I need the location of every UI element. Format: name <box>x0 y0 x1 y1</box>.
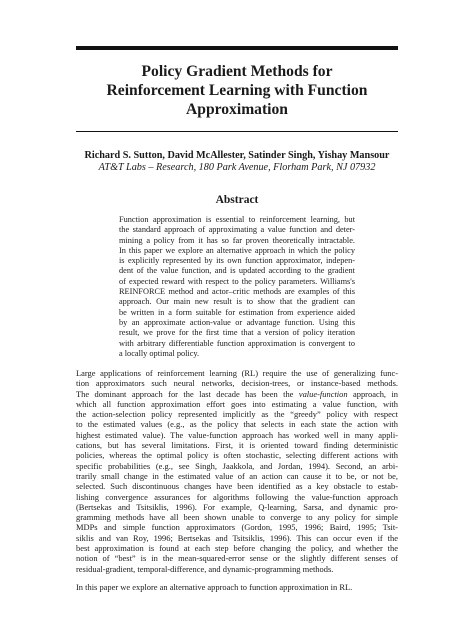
abstract-heading: Abstract <box>215 194 259 206</box>
body-line: In this paper we explore an alternative approach to function approximation in RL. <box>76 581 353 592</box>
abstract-line: mining a policy from it has so far proven theoretically intractable. <box>119 235 355 245</box>
body-line: highest estimated value). The value-function approach has worked well in many appli- <box>76 429 398 440</box>
body-line: Large applications of reinforcement learning (RL) require the use of generalizing func- <box>76 368 398 378</box>
author-names: Richard S. Sutton, David McAllester, Satinder Singh, Yishay Mansour <box>84 150 390 161</box>
abstract-line: be written in a form suitable for estimation from experience aided <box>119 307 355 317</box>
body-line: which all function approximation effort goes into estimating a value function, with <box>76 398 398 409</box>
abstract-line: approach. Our main new result is to show that the gradient can <box>119 297 355 307</box>
abstract-line: Function approximation is essential to reinforcement learning, but <box>119 215 355 224</box>
abstract-line: REINFORCE method and actor–critic methods are examples of this <box>119 287 355 297</box>
title-top-rule <box>76 46 398 50</box>
abstract-line: with arbitrary differentiable function approximation is convergent to <box>119 338 355 348</box>
body-text <box>76 368 398 592</box>
body-line: gramming methods have all been shown unable to converge to any policy for simple <box>76 512 398 523</box>
abstract-line: the standard approach of approximating a value function and deter- <box>119 225 355 235</box>
body-line: to the estimated values (e.g., as the policy that selects in each state the action with <box>76 419 398 430</box>
body-line: selected. Such discontinuous changes have been identified as a key obstacle to estab- <box>76 481 398 492</box>
body-line: lishing convergence assurances for algorithms following the value-function approach <box>76 491 398 502</box>
body-line: tion approximators such neural networks, decision-trees, or instance-based methods. <box>76 378 398 389</box>
body-line: trarily small change in the estimated value of an action can cause it to be, or not be, <box>76 470 398 481</box>
body-line: cations, but has several limitations. First, it is oriented toward finding deterministic <box>76 440 398 451</box>
title-line: Policy Gradient Methods for <box>141 63 333 80</box>
emphasized-term: value-function <box>298 388 348 399</box>
body-text-run: The dominant approach for the last decade has been the <box>76 388 299 399</box>
abstract-line: by an approximate action-value or advantage function. Using this <box>119 317 355 327</box>
abstract-line: result, we prove for the first time that a version of policy iteration <box>119 328 355 338</box>
abstract-line: In this paper we explore an alternative approach in which the policy <box>119 245 355 255</box>
paper-title <box>60 62 414 119</box>
author-affiliation: AT&T Labs – Research, 180 Park Avenue, Florham Park, NJ 07932 <box>98 162 376 173</box>
paragraph-gap <box>76 574 398 582</box>
abstract-line: of expected reward with respect to the policy parameters. Williams's <box>119 276 355 286</box>
body-line <box>76 389 398 399</box>
title-bottom-rule <box>76 131 398 132</box>
abstract-text <box>119 215 355 359</box>
title-line: Reinforcement Learning with Function <box>106 82 368 99</box>
abstract-line: is explicitly represented by its own function approximator, indepen- <box>119 256 355 266</box>
abstract-line: dent of the value function, and is updated according to the gradient <box>119 266 355 276</box>
author-block <box>40 150 434 174</box>
body-line: policies, whereas the optimal policy is often stochastic, selecting different actions with <box>76 450 398 461</box>
body-line: (Bertsekas and Tsitsiklis, 1996). For example, Q-learning, Sarsa, and dynamic pro- <box>76 501 398 512</box>
body-text-run: approach, in <box>347 388 398 399</box>
body-line: residual-gradient, temporal-difference, and dynamic-programming methods. <box>76 563 334 574</box>
body-line: specific probabilities (e.g., see Singh, Jaakkola, and Jordan, 1994). Second, an arbi- <box>76 460 398 471</box>
abstract-line: a locally optimal policy. <box>119 348 200 358</box>
body-line: notion of “best” is in the mean-squared-error sense or the slightly different senses of <box>76 553 398 564</box>
body-line: MDPs and simple function approximators (Gordon, 1995, 1996; Baird, 1995; Tsit- <box>76 522 398 533</box>
body-line: best approximation is found at each step before changing the policy, and whether the <box>76 543 398 554</box>
title-line: Approximation <box>186 101 288 118</box>
body-line: siklis and van Roy, 1996; Bertsekas and Tsitsiklis, 1996). This can occur even if the <box>76 532 398 543</box>
body-line: the action-selection policy represented implicitly as the “greedy” policy with respect <box>76 409 398 420</box>
